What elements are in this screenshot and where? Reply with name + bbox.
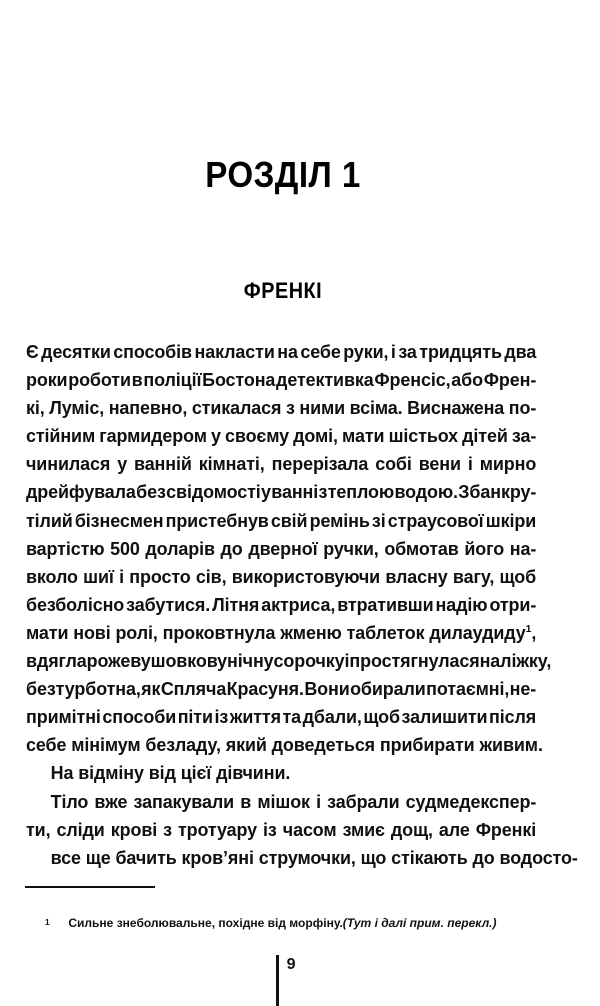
footnote-reference[interactable]: 1 [525,622,532,635]
footnote-italic-note: (Тут і далі прим. перекл.) [342,915,497,930]
page-number: 9 [286,956,296,973]
text-line: безболісно забутися. Літня актриса, втративши надію отри- [26,594,537,615]
text-line: примітні способи піти із життя та дбали, щоб залишити після [26,707,537,728]
text-line: роки роботи в поліції Бостона детективка Френсіс, або Френ- [26,370,537,391]
text-line: вколо шиї і просто сів, використовуючи власну вагу, щоб [26,566,537,587]
text-line: тілий бізнесмен пристебнув свій ремінь зі страусової шкіри [26,510,537,531]
folio [276,955,296,1006]
text-line: стійним гармидером у своєму домі, мати шістьох дітей за- [26,426,537,447]
footnote-marker: 1 [45,916,50,927]
text-line: Тіло вже запакували в мішок і забрали судмедекспер- [50,791,537,812]
body-text [26,338,578,872]
chapter-title: РОЗДІЛ 1 [205,154,361,195]
text-line: все ще бачить кров’яні струмочки, що стікають до водосто- [50,847,578,868]
footnote-separator-rule [25,886,155,888]
text-line: На відміну від цієї дівчини. [50,763,291,784]
section-title: ФРЕНКІ [243,278,323,303]
text-line: вартістю 500 доларів до дверної ручки, обмотав його на- [26,538,537,559]
text-line: ти, сліди крові з тротуару із часом змиє дощ, але Френкі [26,819,537,840]
text-line: себе мінімум безладу, який доведеться прибирати живим. [26,735,543,756]
folio-rule [276,955,279,1006]
text-line: вдягла рожеву шовкову нічну сорочку і простягнулася на ліжку, [26,651,552,672]
footnote [25,886,545,947]
text-line: кі, Луміс, напевно, стикалася з ними всіма. Виснажена по- [26,398,537,419]
footnote-text [25,899,529,947]
footnote-plain-text: Сильне знеболювальне, похідне від морфіну. [68,915,343,930]
text-line: дрейфувала без свідомості у ванні з теплою водою. Збанкру- [26,482,537,503]
text-line: мати нові ролі, проковтнула жменю таблеток дилаудиду$^1$, [26,622,537,643]
text-line: безтурботна, як Спляча Красуня. Вони обирали потаємні, не- [26,679,537,700]
text-line: чинилася у ванній кімнаті, перерізала собі вени і мирно [26,454,537,475]
text-line: Є десятки способів накласти на себе руки, і за тридцять два [26,342,537,362]
